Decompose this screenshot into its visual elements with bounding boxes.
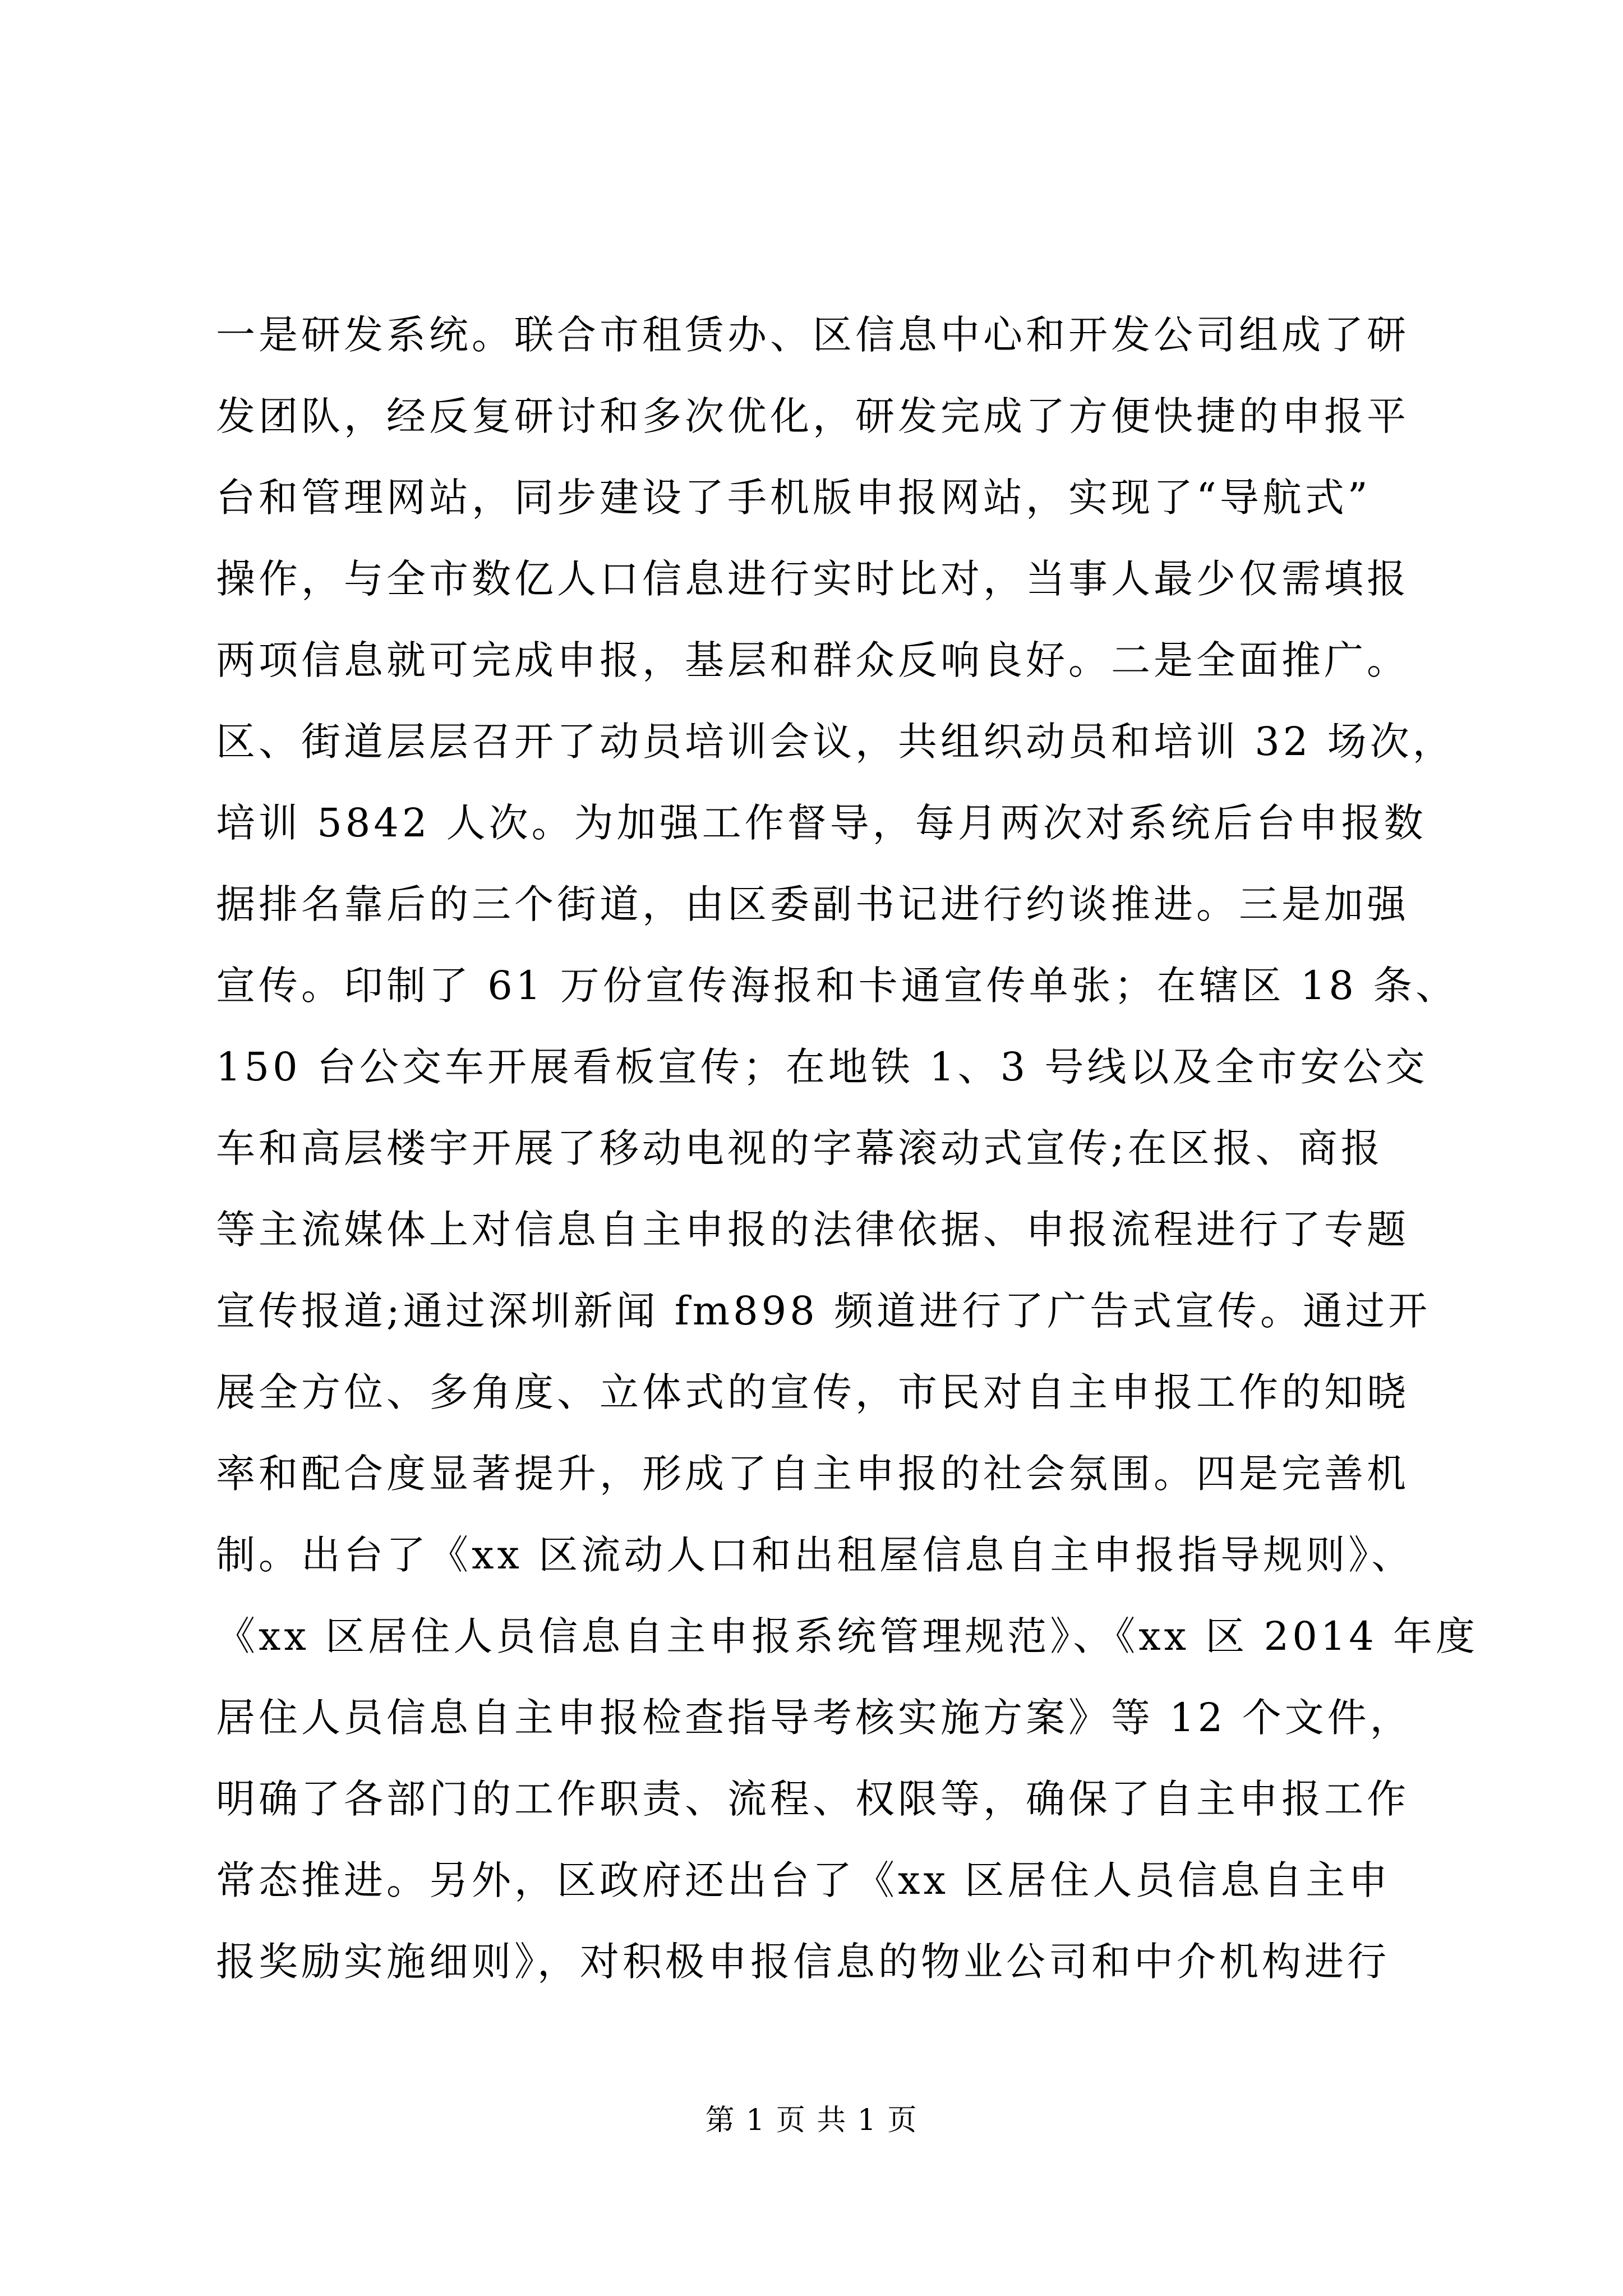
text-line: 等主流媒体上对信息自主申报的法律依据、申报流程进行了专题: [216, 1207, 1409, 1253]
text-line: 报奖励实施细则》，对积极申报信息的物业公司和中介机构进行: [216, 1939, 1390, 1985]
text-line: 常态推进。另外，区政府还出台了《xx 区居住人员信息自主申: [216, 1857, 1391, 1903]
text-line: 《xx 区居住人员信息自主申报系统管理规范》、《xx 区 2014 年度: [216, 1613, 1479, 1659]
text-line: 操作，与全市数亿人口信息进行实时比对，当事人最少仅需填报: [216, 556, 1409, 602]
text-line: 台和管理网站，同步建设了手机版申报网站，实现了“导航式”: [216, 475, 1371, 521]
text-line: 宣传报道;通过深圳新闻 fm898 频道进行了广告式宣传。通过开: [216, 1288, 1431, 1334]
text-line: 制。出台了《xx 区流动人口和出租屋信息自主申报指导规则》、: [216, 1532, 1414, 1578]
text-line: 发团队，经反复研讨和多次优化，研发完成了方便快捷的申报平: [216, 393, 1409, 439]
text-line: 据排名靠后的三个街道，由区委副书记进行约谈推进。三是加强: [216, 881, 1409, 927]
text-line: 明确了各部门的工作职责、流程、权限等，确保了自主申报工作: [216, 1776, 1409, 1822]
page-footer: [0, 2101, 1623, 2140]
text-line: 两项信息就可完成申报，基层和群众反响良好。二是全面推广。: [216, 637, 1409, 683]
text-line: 居住人员信息自主申报检查指导考核实施方案》等 12 个文件，: [216, 1695, 1413, 1741]
text-line: 150 台公交车开展看板宣传；在地铁 1、3 号线以及全市安公交: [216, 1044, 1428, 1090]
text-line: 展全方位、多角度、立体式的宣传，市民对自主申报工作的知晓: [216, 1369, 1409, 1415]
text-line: 一是研发系统。联合市租赁办、区信息中心和开发公司组成了研: [216, 312, 1409, 358]
page-number-label: 第 1 页 共 1 页: [705, 2104, 918, 2137]
text-line: 率和配合度显著提升，形成了自主申报的社会氛围。四是完善机: [216, 1451, 1409, 1497]
text-line: 车和高层楼宇开展了移动电视的字幕滚动式宣传;在区报、商报: [216, 1125, 1384, 1171]
body-paragraph: [216, 295, 1479, 2003]
text-line: 区、街道层层召开了动员培训会议，共组织动员和培训 32 场次，: [216, 719, 1455, 765]
text-line: 宣传。印制了 61 万份宣传海报和卡通宣传单张；在辖区 18 条、: [216, 963, 1459, 1009]
text-line: 培训 5842 人次。为加强工作督导，每月两次对系统后台申报数: [216, 800, 1427, 846]
